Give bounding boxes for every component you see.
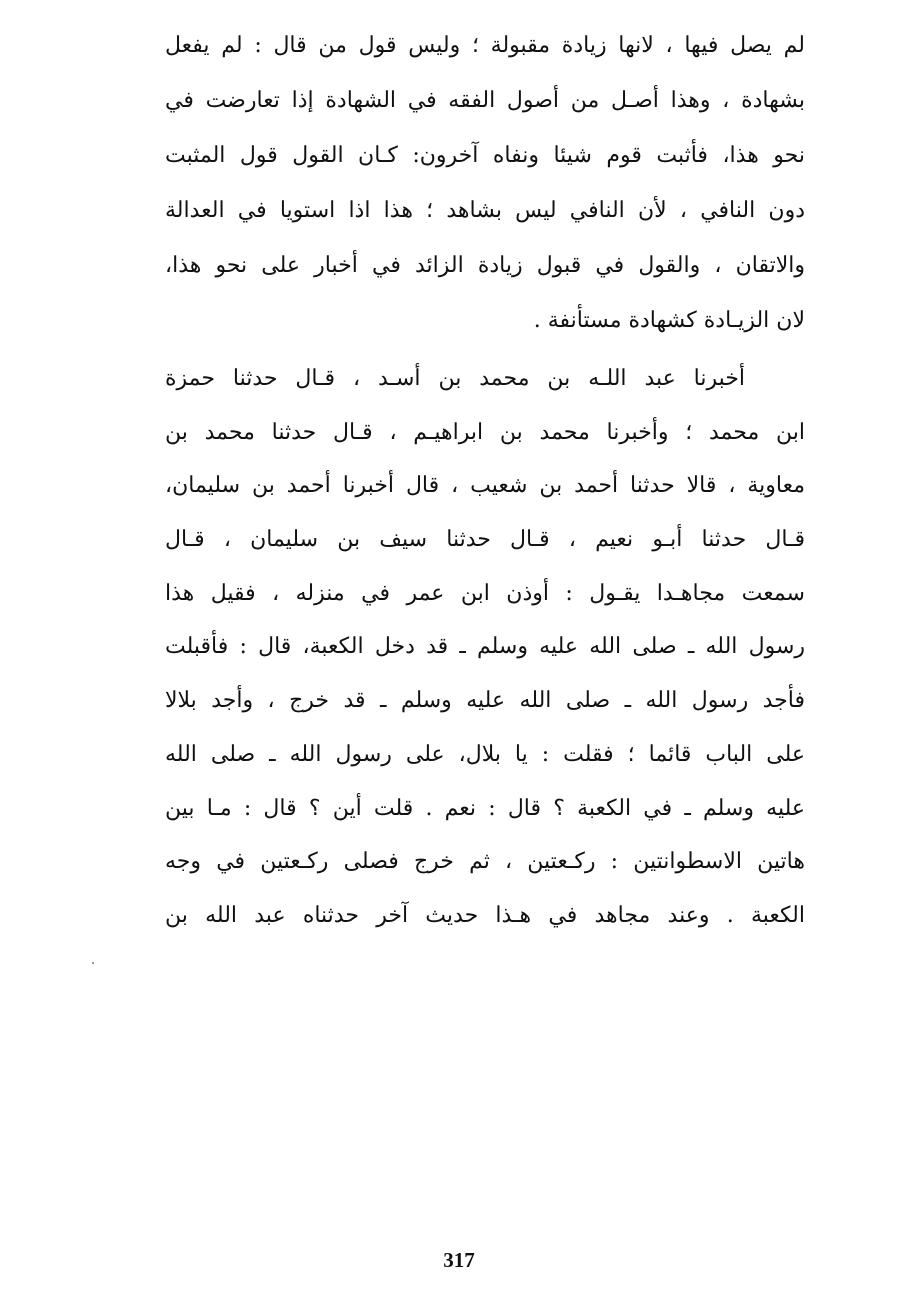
text-line: أخبرنا عبد اللـه بن محمد بن أسـد ، قـال حدثنا حمزة bbox=[165, 366, 745, 391]
text-line: عليه وسلم ـ في الكعبة ؟ قال : نعم . قلت أين ؟ قال : مـا بين bbox=[165, 795, 805, 821]
text-line: فأجد رسول الله ـ صلى الله عليه وسلم ـ قد خرج ، وأجد بلالا bbox=[165, 688, 805, 714]
text-line: بشهادة ، وهذا أصـل من أصول الفقه في الشهادة إذا تعارضت في bbox=[165, 88, 805, 113]
text-line: سمعت مجاهـدا يقـول : أوذن ابن عمر في منزله ، فقيل هذا bbox=[165, 580, 805, 606]
paragraph-1 bbox=[165, 18, 805, 348]
page-number: 317 bbox=[443, 1248, 475, 1272]
text-line: والاتقان ، والقول في قبول زيادة الزائد في أخبار على نحو هذا، bbox=[165, 253, 805, 278]
text-line: ابن محمد ؛ وأخبرنا محمد بن ابراهيـم ، قـال حدثنا محمد بن bbox=[165, 419, 805, 445]
text-line: الكعبة . وعند مجاهد في هـذا حديث آخر حدثناه عبد الله بن bbox=[165, 902, 805, 928]
text-line: معاوية ، قالا حدثنا أحمد بن شعيب ، قال أخبرنا أحمد بن سليمان، bbox=[165, 473, 805, 499]
text-line: دون النافي ، لأن النافي ليس بشاهد ؛ هذا اذا استويا في العدالة bbox=[165, 198, 805, 223]
text-line: نحو هذا، فأثبت قوم شيئا ونفاه آخرون: كـان القول قول المثبت bbox=[165, 143, 805, 168]
text-line: هاتين الاسطوانتين : ركـعتين ، ثم خرج فصلى ركـعتين في وجه bbox=[165, 849, 805, 875]
text-line: قـال حدثنا أبـو نعيم ، قـال حدثنا سيف بن سليمان ، قـال bbox=[165, 527, 805, 553]
paragraph-2 bbox=[165, 352, 805, 943]
text-line: على الباب قائما ؛ فقلت : يا بلال، على رسول الله ـ صلى الله bbox=[165, 741, 805, 767]
scan-speck bbox=[92, 962, 94, 964]
text-line: لان الزيـادة كشهادة مستأنفة . bbox=[533, 308, 805, 333]
text-line: رسول الله ـ صلى الله عليه وسلم ـ قد دخل الكعبة، قال : فأقبلت bbox=[165, 634, 805, 660]
text-line: لم يصل فيها ، لانها زيادة مقبولة ؛ وليس قول من قال : لم يفعل bbox=[165, 33, 805, 58]
